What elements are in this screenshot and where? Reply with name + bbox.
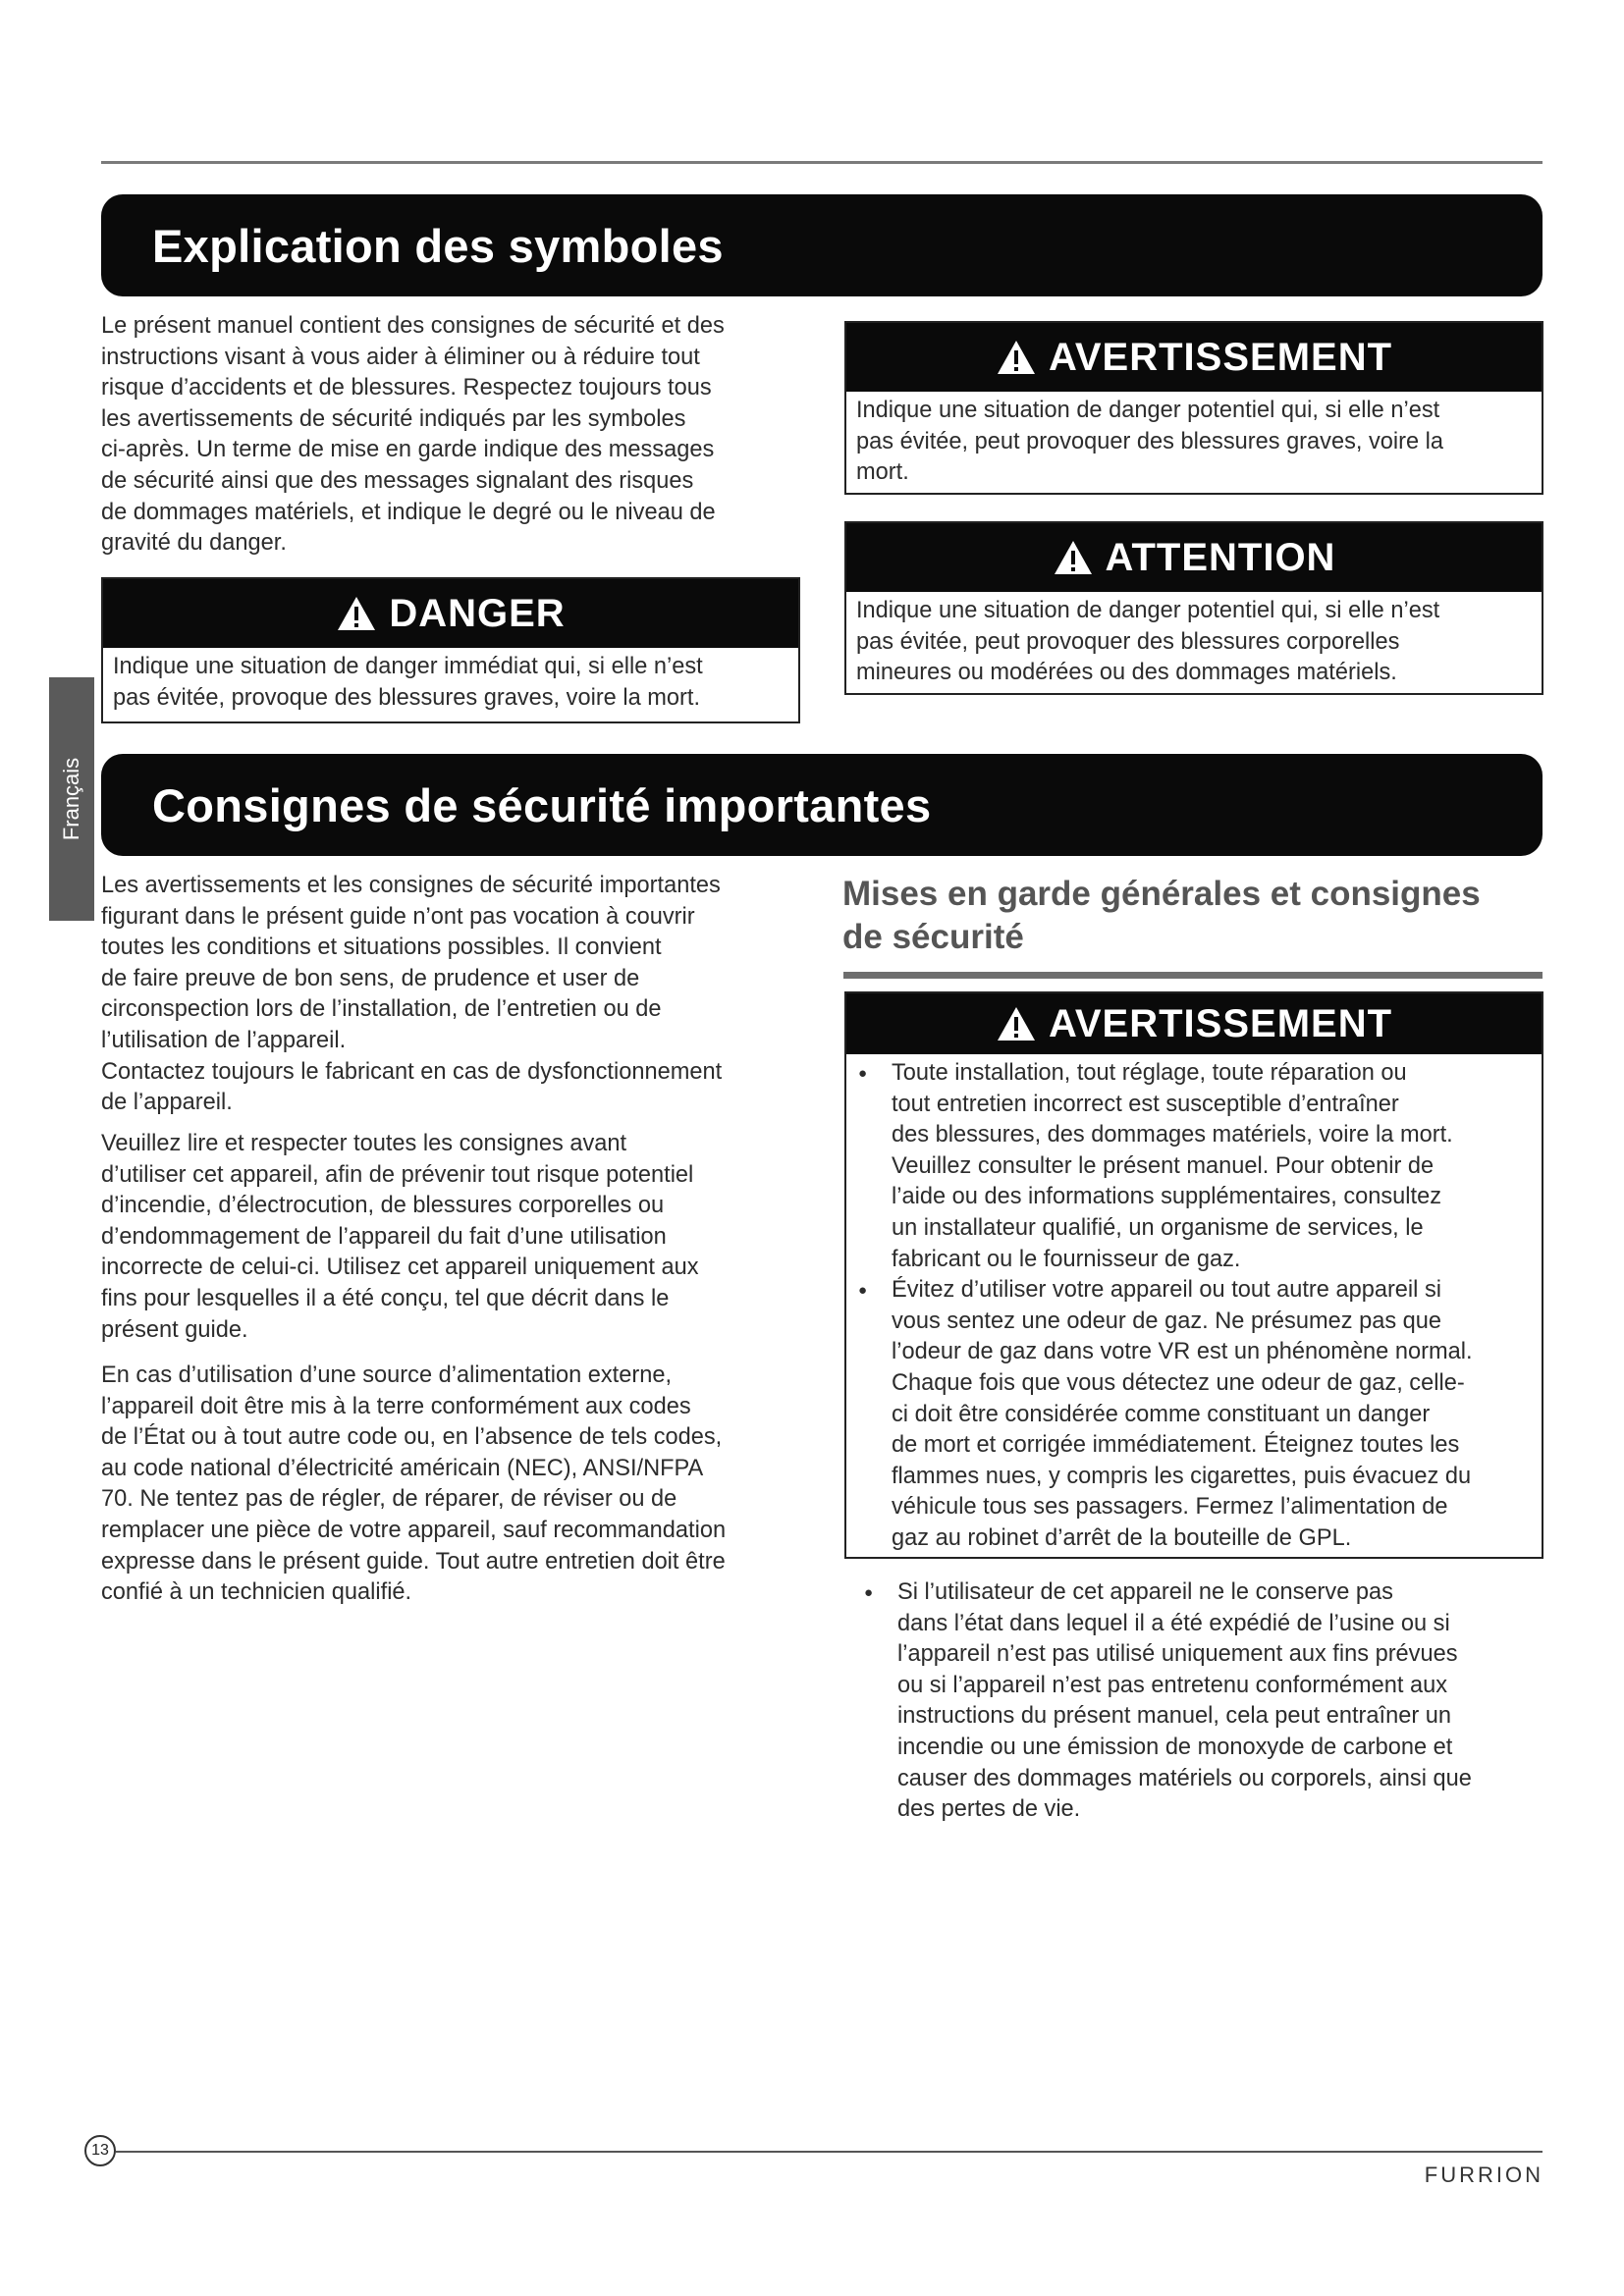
danger-description: Indique une situation de danger immédiat qui, si elle n’est pas évitée, provoque des blessures graves, voire la mort.	[113, 654, 703, 711]
safety-paragraph-2: Veuillez lire et respecter toutes les consignes avant d’utiliser cet appareil, afin de prévenir tout risque potentiel d’incendie, d’électrocution, de blessures corporelles ou d’endommagement de l’appareil du fait d’une utilisation incorrecte de celui-ci. Utilisez cet appareil uniquement aux fins pour lesquelles il a été conçu, tel que décrit dans le présent guide.	[101, 1131, 699, 1343]
general-warning-list	[846, 1054, 1542, 1555]
danger-header	[103, 579, 798, 648]
attention-header	[846, 523, 1542, 592]
general-warning-box	[844, 991, 1543, 1559]
brand-logo: FURRION	[1424, 2163, 1543, 2187]
section-title-symbols: Explication des symboles	[101, 194, 1543, 296]
safety-paragraph-3: En cas d’utilisation d’une source d’alimentation externe, l’appareil doit être mis à la terre conformément aux codes de l’État ou à tout autre code ou, en l’absence de tels codes, au code national d’électricité américain (NEC), ANSI/NFPA 70. Ne tentez pas de régler, de réparer, de réviser ou de remplacer une pièce de votre appareil, sauf recommandation expresse dans le présent guide. Tout autre entretien doit être confié à un technicien qualifié.	[101, 1362, 727, 1606]
warning-triangle-icon	[996, 339, 1037, 376]
avertissement-description: Indique une situation de danger potentiel qui, si elle n’est pas évitée, peut provoquer des blessures graves, voire la mort.	[856, 398, 1444, 486]
avertissement-header	[846, 323, 1542, 392]
warning-triangle-icon	[1053, 539, 1094, 576]
general-warning-item-1: ● Toute installation, tout réglage, toute réparation ou tout entretien incorrect est susceptible d’entraîner des blessures, des dommages matériels, voire la mort. Veuillez consulter le présent manuel. Pour obtenir de l’aide ou des informations supplémentaires, consultez un installateur qualifié, un organisme de services, le fabricant ou le fournisseur de gaz.	[854, 1058, 1534, 1275]
subheading-divider	[843, 972, 1543, 979]
extra-safety-list	[860, 1577, 1547, 1826]
language-tab	[49, 677, 94, 921]
page-number: 13	[84, 2135, 116, 2166]
general-warning-header	[846, 993, 1542, 1054]
top-divider	[101, 161, 1543, 164]
attention-label: ATTENTION	[1105, 535, 1336, 579]
attention-description: Indique une situation de danger potentiel qui, si elle n’est pas évitée, peut provoquer des blessures corporelles mineures ou modérées ou des dommages matériels.	[856, 598, 1440, 686]
section-title-safety: Consignes de sécurité importantes	[101, 754, 1543, 856]
extra-safety-item: ● Si l’utilisateur de cet appareil ne le conserve pas dans l’état dans lequel il a été expédié de l’usine ou si l’appareil n’est pas utilisé uniquement aux fins prévues ou si l’appareil n’est pas entretenu conformément aux instructions du présent manuel, cela peut entraîner un incendie ou une émission de monoxyde de carbone et causer des dommages matériels ou corporels, ainsi que des pertes de vie.	[860, 1577, 1547, 1826]
general-warning-item-2: ● Évitez d’utiliser votre appareil ou tout autre appareil si vous sentez une odeur de gaz. Ne présumez pas que l’odeur de gaz dans votre VR est un phénomène normal. Chaque fois que vous détectez une odeur de gaz, celle- ci doit être considérée comme constituant un danger de mort et corrigée immédiatement. Éteignez toutes les flammes nues, y compris les cigarettes, puis évacuez du véhicule tous ses passagers. Fermez l’alimentation de gaz au robinet d’arrêt de la bouteille de GPL.	[854, 1275, 1534, 1554]
language-tab-label: Français	[59, 757, 84, 841]
danger-label: DANGER	[389, 591, 566, 635]
intro-paragraph: Le présent manuel contient des consignes de sécurité et des instructions visant à vous aider à éliminer ou à réduire tout risque d’accidents et de blessures. Respectez toujours tous les avertissements de sécurité indiqués par les symboles ci-après. Un terme de mise en garde indique des messages de sécurité ainsi que des messages signalant des risques de dommages matériels, et indique le degré ou le niveau de gravité du danger.	[101, 313, 725, 557]
danger-box	[101, 577, 800, 723]
general-warning-label: AVERTISSEMENT	[1048, 1001, 1393, 1045]
general-safety-heading: Mises en garde générales et consignes de sécurité	[842, 875, 1481, 956]
avertissement-box	[844, 321, 1543, 495]
footer-divider	[116, 2151, 1543, 2153]
avertissement-label: AVERTISSEMENT	[1048, 335, 1393, 379]
safety-paragraph-1: Les avertissements et les consignes de sécurité importantes figurant dans le présent guide n’ont pas vocation à couvrir toutes les conditions et situations possibles. Il convient de faire preuve de bon sens, de prudence et user de circonspection lors de l’installation, de l’entretien ou de l’utilisation de l’appareil. Contactez toujours le fabricant en cas de dysfonctionnement de l’appareil.	[101, 873, 723, 1116]
warning-triangle-icon	[336, 595, 377, 632]
warning-triangle-icon	[996, 1005, 1037, 1042]
attention-box	[844, 521, 1543, 695]
